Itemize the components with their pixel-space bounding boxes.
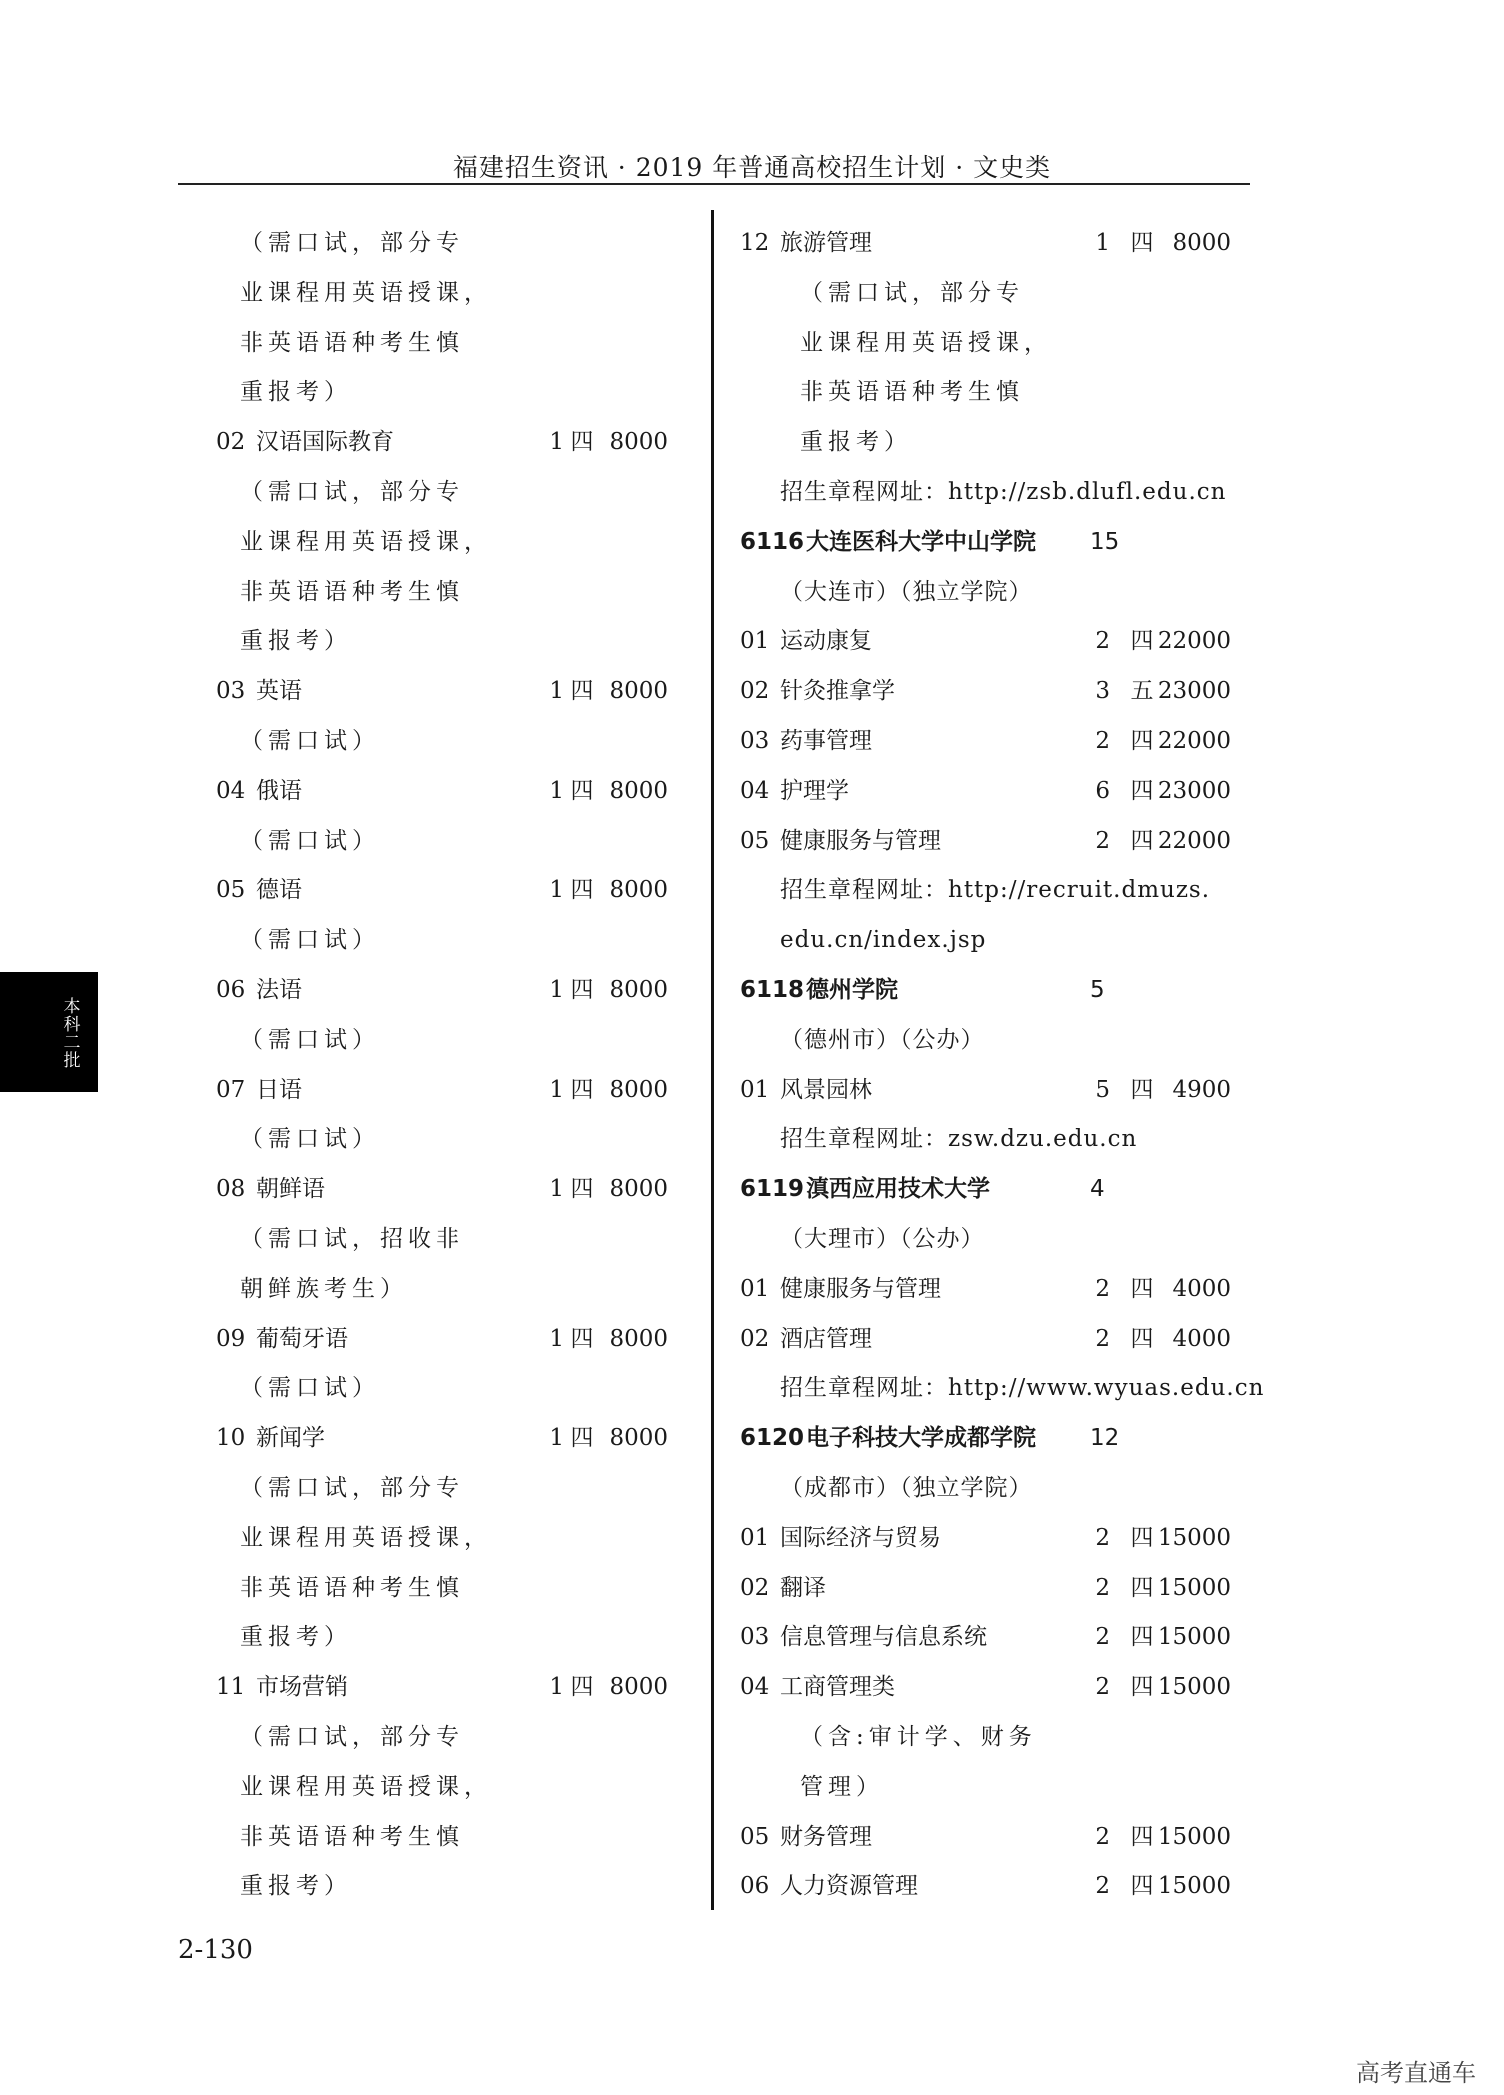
major-fee: 15000: [1157, 1823, 1231, 1850]
school-code: 6118: [740, 977, 805, 1003]
note-line: 重报考）: [240, 379, 352, 406]
major-fee: 8000: [609, 429, 668, 456]
major-fee: 22000: [1157, 728, 1231, 754]
note-line: （需口试）: [240, 1375, 380, 1402]
school-code: 6120: [740, 1425, 805, 1452]
major-count: 2: [1095, 628, 1110, 655]
major-years: 四: [570, 429, 594, 456]
note-line: 管理）: [800, 1773, 884, 1800]
page-number: 2-130: [178, 1935, 253, 1965]
major-count: 2: [1095, 1524, 1110, 1551]
major-code: 09: [216, 1325, 246, 1352]
major-name: 日语: [256, 1076, 302, 1103]
major-name: 德语: [256, 877, 302, 904]
major-code: 01: [740, 1076, 770, 1103]
note-line: 业课程用英语授课，: [240, 1524, 492, 1551]
major-years: 四: [570, 1325, 594, 1352]
note-line: （需口试）: [240, 1026, 380, 1053]
major-years: 四: [1130, 827, 1154, 854]
note-line: 非英语语种考生慎: [800, 379, 1024, 406]
header-rule: [178, 183, 1250, 185]
major-name: 酒店管理: [780, 1325, 872, 1352]
major-fee: 8000: [609, 1425, 668, 1452]
note-line: （需口试）: [240, 927, 380, 954]
major-fee: 15000: [1157, 1574, 1231, 1601]
major-count: 1: [549, 777, 564, 804]
major-fee: 8000: [609, 1076, 668, 1103]
major-code: 02: [740, 1325, 770, 1352]
major-count: 1: [549, 1076, 564, 1103]
major-name: 信息管理与信息系统: [780, 1624, 987, 1651]
major-years: 四: [1130, 1275, 1154, 1302]
column-divider: [711, 210, 714, 1910]
major-name: 药事管理: [780, 728, 872, 754]
major-years: 四: [570, 1076, 594, 1103]
major-fee: 15000: [1157, 1524, 1231, 1551]
admission-url-line: edu.cn/index.jsp: [780, 927, 987, 954]
major-code: 04: [216, 777, 246, 804]
major-code: 03: [740, 728, 770, 754]
major-years: 四: [570, 977, 594, 1003]
major-fee: 8000: [609, 678, 668, 705]
major-years: 四: [570, 777, 594, 804]
school-name: 电子科技大学成都学院: [806, 1425, 1036, 1452]
admission-url-line: 招生章程网址：zsw.dzu.edu.cn: [780, 1126, 1138, 1153]
school-quota: 15: [1090, 528, 1120, 555]
note-line: （含:审计学、财务: [800, 1724, 1037, 1750]
major-name: 葡萄牙语: [256, 1325, 348, 1352]
major-fee: 8000: [609, 1176, 668, 1203]
major-code: 02: [740, 1574, 770, 1601]
school-location-line: （成都市）（独立学院）: [780, 1475, 1033, 1501]
note-line: （需口试，部分专: [240, 479, 464, 505]
major-name: 朝鲜语: [256, 1176, 325, 1203]
major-name: 财务管理: [780, 1823, 872, 1850]
school-code: 6116: [740, 528, 805, 555]
admission-url-line: 招生章程网址：http://www.wyuas.edu.cn: [780, 1375, 1265, 1402]
major-fee: 22000: [1157, 628, 1231, 655]
major-fee: 23000: [1157, 777, 1231, 804]
major-fee: 8000: [609, 877, 668, 904]
note-line: （需口试，部分专: [240, 230, 464, 256]
note-line: （需口试，部分专: [800, 279, 1024, 306]
major-years: 四: [570, 1176, 594, 1203]
note-line: （需口试）: [240, 827, 380, 854]
major-name: 英语: [256, 678, 302, 705]
school-quota: 12: [1090, 1425, 1120, 1452]
major-code: 08: [216, 1176, 246, 1203]
major-years: 四: [570, 1425, 594, 1452]
major-fee: 8000: [1172, 230, 1231, 256]
major-code: 06: [740, 1873, 770, 1900]
major-code: 03: [216, 678, 246, 705]
school-location-line: （德州市）（公办）: [780, 1026, 985, 1053]
major-fee: 23000: [1157, 678, 1231, 705]
major-name: 护理学: [780, 777, 849, 804]
major-code: 10: [216, 1425, 246, 1452]
major-name: 新闻学: [256, 1425, 325, 1452]
major-name: 针灸推拿学: [780, 678, 895, 705]
major-count: 2: [1095, 1624, 1110, 1651]
major-count: 2: [1095, 1873, 1110, 1900]
major-count: 1: [549, 1425, 564, 1452]
school-row: [740, 965, 1105, 1015]
watermark: 高考直通车: [1356, 2059, 1476, 2087]
school-quota: 5: [1090, 977, 1105, 1003]
major-code: 07: [216, 1076, 246, 1103]
major-years: 四: [1130, 1574, 1154, 1601]
note-line: 非英语语种考生慎: [240, 1574, 464, 1601]
major-fee: 8000: [609, 977, 668, 1003]
note-line: 业课程用英语授课，: [240, 279, 492, 306]
major-count: 1: [549, 877, 564, 904]
major-code: 05: [216, 877, 246, 904]
note-line: 业课程用英语授课，: [240, 528, 492, 555]
major-fee: 15000: [1157, 1624, 1231, 1651]
major-years: 四: [1130, 1524, 1154, 1551]
note-line: （需口试，部分专: [240, 1475, 464, 1501]
major-fee: 8000: [609, 1674, 668, 1701]
major-years: 四: [1130, 230, 1154, 256]
note-line: 业课程用英语授课，: [240, 1773, 492, 1800]
major-fee: 15000: [1157, 1873, 1231, 1900]
major-code: 05: [740, 1823, 770, 1850]
major-name: 法语: [256, 977, 302, 1003]
major-code: 06: [216, 977, 246, 1003]
major-fee: 22000: [1157, 827, 1231, 854]
major-fee: 4000: [1172, 1325, 1231, 1352]
major-fee: 4900: [1172, 1076, 1231, 1103]
major-years: 四: [1130, 1624, 1154, 1651]
major-name: 翻译: [780, 1574, 826, 1601]
major-code: 05: [740, 827, 770, 854]
major-code: 12: [740, 230, 770, 256]
major-count: 2: [1095, 728, 1110, 754]
major-name: 俄语: [256, 777, 302, 804]
major-code: 04: [740, 777, 770, 804]
school-quota: 4: [1090, 1176, 1105, 1203]
major-years: 四: [1130, 1076, 1154, 1103]
note-line: （需口试）: [240, 728, 380, 754]
major-name: 国际经济与贸易: [780, 1524, 941, 1551]
major-count: 1: [549, 1176, 564, 1203]
major-years: 四: [570, 678, 594, 705]
page-header: 福建招生资讯 · 2019 年普通高校招生计划 · 文史类: [452, 153, 1052, 182]
major-count: 1: [549, 429, 564, 456]
major-code: 02: [216, 429, 246, 456]
major-years: 四: [1130, 777, 1154, 804]
major-years: 四: [1130, 1873, 1154, 1900]
major-years: 五: [1130, 678, 1154, 705]
major-name: 市场营销: [256, 1674, 348, 1701]
major-years: 四: [570, 877, 594, 904]
major-count: 6: [1095, 777, 1110, 804]
major-code: 03: [740, 1624, 770, 1651]
school-name: 大连医科大学中山学院: [806, 528, 1036, 555]
major-count: 2: [1095, 1275, 1110, 1302]
major-name: 汉语国际教育: [256, 429, 394, 456]
major-name: 健康服务与管理: [780, 1275, 941, 1302]
admission-url-line: 招生章程网址：http://zsb.dlufl.edu.cn: [780, 479, 1227, 505]
major-count: 2: [1095, 1325, 1110, 1352]
note-line: 重报考）: [240, 1624, 352, 1651]
major-fee: 8000: [609, 1325, 668, 1352]
major-years: 四: [1130, 1674, 1154, 1701]
major-code: 01: [740, 1524, 770, 1551]
note-line: （需口试，部分专: [240, 1724, 464, 1750]
admission-url-line: 招生章程网址：http://recruit.dmuzs.: [780, 877, 1211, 904]
school-name: 德州学院: [806, 977, 898, 1003]
note-line: 重报考）: [240, 1873, 352, 1900]
note-line: （需口试，招收非: [240, 1226, 464, 1252]
major-years: 四: [1130, 728, 1154, 754]
major-count: 2: [1095, 1674, 1110, 1701]
note-line: 重报考）: [240, 628, 352, 655]
note-line: 重报考）: [800, 429, 912, 456]
note-line: （需口试）: [240, 1126, 380, 1153]
note-line: 非英语语种考生慎: [240, 329, 464, 356]
school-code: 6119: [740, 1176, 805, 1203]
major-name: 人力资源管理: [780, 1873, 918, 1900]
school-row: [740, 517, 1120, 567]
major-name: 健康服务与管理: [780, 827, 941, 854]
major-name: 旅游管理: [780, 230, 872, 256]
school-location-line: （大连市）（独立学院）: [780, 578, 1033, 605]
major-years: 四: [1130, 628, 1154, 655]
major-years: 四: [1130, 1823, 1154, 1850]
major-count: 1: [549, 1325, 564, 1352]
major-fee: 4000: [1172, 1275, 1231, 1302]
major-name: 工商管理类: [780, 1674, 895, 1701]
note-line: 非英语语种考生慎: [240, 578, 464, 605]
school-name: 滇西应用技术大学: [806, 1176, 990, 1203]
school-row: [740, 1164, 1105, 1214]
school-location-line: （大理市）（公办）: [780, 1226, 985, 1252]
major-count: 2: [1095, 827, 1110, 854]
major-code: 01: [740, 628, 770, 655]
major-name: 运动康复: [780, 628, 872, 655]
note-line: 非英语语种考生慎: [240, 1823, 464, 1850]
major-count: 5: [1095, 1076, 1110, 1103]
note-line: 业课程用英语授课，: [800, 329, 1052, 356]
major-years: 四: [570, 1674, 594, 1701]
major-name: 风景园林: [780, 1076, 872, 1103]
major-code: 02: [740, 678, 770, 705]
side-section-label: 本科二批: [63, 997, 81, 1071]
major-count: 1: [549, 1674, 564, 1701]
school-row: [740, 1413, 1120, 1463]
major-fee: 8000: [609, 777, 668, 804]
major-fee: 15000: [1157, 1674, 1231, 1701]
major-count: 2: [1095, 1823, 1110, 1850]
major-count: 1: [549, 977, 564, 1003]
major-code: 04: [740, 1674, 770, 1701]
major-count: 1: [1095, 230, 1110, 256]
major-count: 1: [549, 678, 564, 705]
major-count: 3: [1095, 678, 1110, 705]
major-code: 01: [740, 1275, 770, 1302]
major-code: 11: [216, 1674, 246, 1701]
note-line: 朝鲜族考生）: [240, 1275, 408, 1302]
major-years: 四: [1130, 1325, 1154, 1352]
major-count: 2: [1095, 1574, 1110, 1601]
